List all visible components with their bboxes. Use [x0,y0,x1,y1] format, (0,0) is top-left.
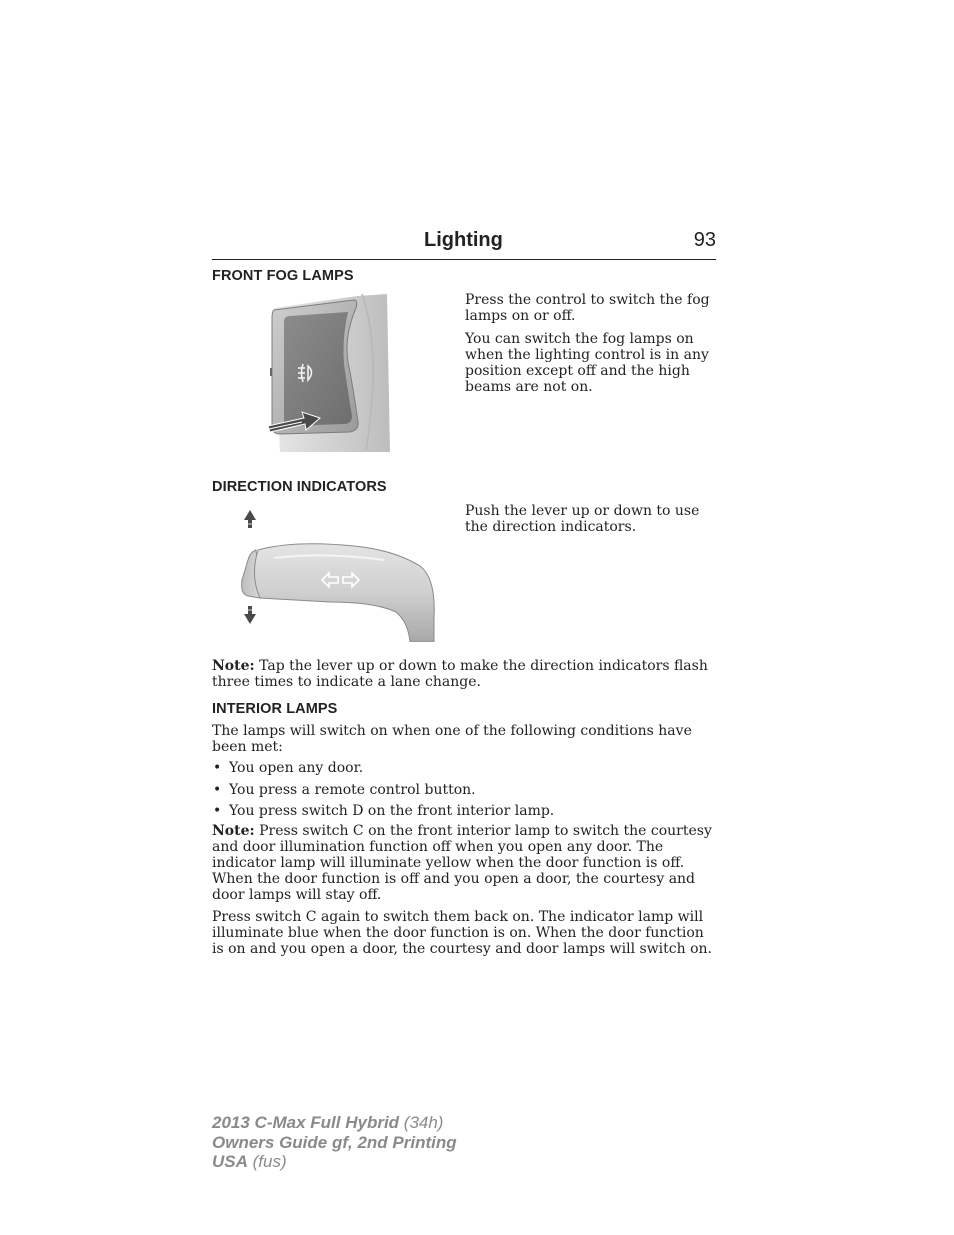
fog-paragraph-2: You can switch the fog lamps on when the lighting control is in any position except off and the high beams are not on. [465,331,709,395]
arrow-down-icon [244,606,256,624]
section-heading-direction-indicators: DIRECTION INDICATORS [212,479,387,495]
direction-paragraph-1: Push the lever up or down to use the direction indicators. [465,503,700,535]
arrow-up-icon [244,510,256,528]
direction-indicator-lever-illustration [234,506,440,642]
footer-line-2: Owners Guide gf, 2nd Printing [212,1132,457,1152]
page-header [212,229,716,260]
note-label: Note: [212,658,255,674]
fog-paragraph-1: Press the control to switch the fog lamps on or off. [465,292,710,324]
interior-intro: The lamps will switch on when one of the following conditions have been met: [212,723,692,755]
note-text: Tap the lever up or down to make the direction indicators flash three times to indicate a lane change. [212,658,708,690]
list-item: • You open any door. [213,760,364,776]
note-label: Note: [212,823,255,839]
page-number: 93 [693,229,716,251]
interior-note [212,823,716,903]
note-text: Press switch C on the front interior lamp to switch the courtesy and door illumination function off when you open any door. The indicator lamp will illuminate yellow when the door function is off. When the door function is off and you open a door, the courtesy and door lamps will stay off. [212,823,712,903]
list-item: • You press switch D on the front interior lamp. [213,803,555,819]
document-footer [212,1113,457,1172]
chapter-title: Lighting [424,229,503,251]
footer-line-1: 2013 C-Max Full Hybrid (34h) [212,1113,444,1132]
interior-paragraph-2: Press switch C again to switch them back on. The indicator lamp will illuminate blue when the door function is on. When the door function is on and you open a door, the courtesy and door lamps will switch on. [212,909,712,957]
fog-lamp-switch-illustration [262,292,392,452]
footer-line-3: USA (fus) [212,1152,287,1171]
list-item: • You press a remote control button. [213,781,476,798]
direction-note [212,658,716,690]
section-heading-front-fog-lamps: FRONT FOG LAMPS [212,268,354,284]
interior-conditions-list [212,760,716,825]
section-heading-interior-lamps: INTERIOR LAMPS [212,701,338,717]
